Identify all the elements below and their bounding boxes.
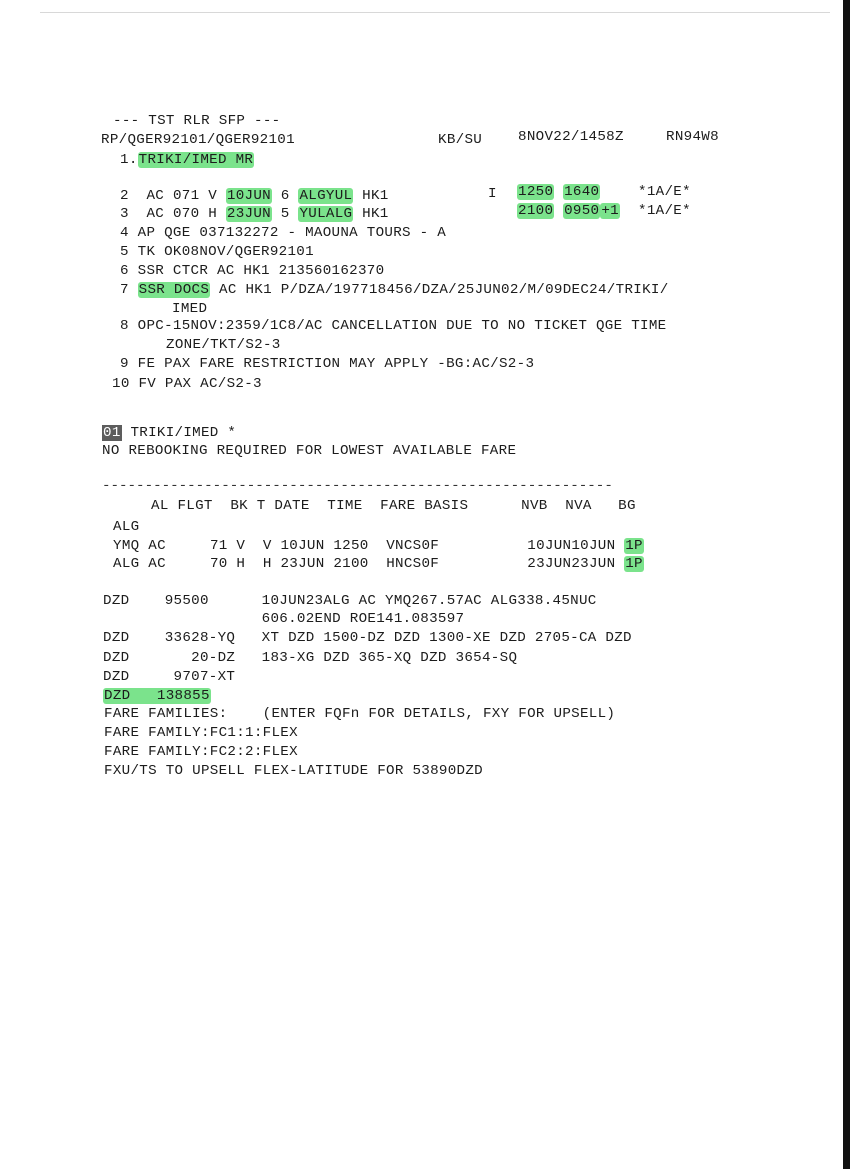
segment-arrival: 0950 [564, 203, 600, 219]
upsell-line: FXU/TS TO UPSELL FLEX-LATITUDE FOR 53890DZD [104, 763, 483, 779]
segment-status: HK1 [362, 206, 389, 222]
segment-city-pair: YULALG [299, 206, 353, 222]
fare-calc-line: DZD 20-DZ 183-XG DZD 365-XQ DZD 3654-SQ [103, 650, 518, 666]
passenger-name: TRIKI/IMED MR [138, 152, 254, 168]
segment-class: V [208, 188, 218, 204]
segment-arrival: 1640 [564, 184, 600, 200]
fare-pax-number: 01 [103, 425, 121, 441]
fare-pax-line [102, 424, 236, 442]
fare-table-origin: ALG [113, 519, 140, 535]
segment-day: 6 [280, 188, 290, 204]
agent-sign: KB/SU [438, 132, 483, 148]
fare-calc-line: DZD 33628-YQ XT DZD 1500-DZ DZD 1300-XE DZD 2705-CA DZD [103, 630, 632, 646]
fare-total-amount: DZD 138855 [104, 688, 210, 704]
segment-times [517, 183, 600, 201]
passenger-line [120, 151, 254, 169]
segment-departure: 2100 [518, 203, 554, 219]
element-ap: 4 AP QGE 037132272 - MAOUNA TOURS - A [120, 225, 447, 241]
segment-airline: AC [146, 206, 165, 222]
segment-departure: 1250 [518, 184, 554, 200]
fare-calc-line: DZD 95500 10JUN23ALG AC YMQ267.57AC ALG338.45NUC [103, 593, 597, 609]
segment-number: 3 [120, 206, 129, 222]
rebooking-note: NO REBOOKING REQUIRED FOR LOWEST AVAILABLE FARE [102, 443, 517, 459]
fare-table-row [113, 555, 644, 573]
segment-city-pair: ALGYUL [299, 188, 353, 204]
segment-number: 2 [120, 188, 129, 204]
baggage-allowance: 1P [625, 556, 643, 572]
element-fe: 9 FE PAX FARE RESTRICTION MAY APPLY -BG:AC/S2-3 [120, 356, 535, 372]
segment-status: HK1 [362, 188, 389, 204]
segment-arrival-suffix: +1 [601, 203, 619, 219]
fare-table-header: AL FLGT BK T DATE TIME FARE BASIS NVB NVA BG [151, 498, 636, 514]
ssr-docs-code: SSR DOCS [138, 282, 210, 298]
element-ssr-docs-cont: IMED [172, 301, 208, 317]
separator-line: ------------------------------------------------------------ [102, 478, 613, 494]
element-opc-cont: ZONE/TKT/S2-3 [166, 337, 281, 353]
element-tk: 5 TK OK08NOV/QGER92101 [120, 244, 314, 260]
fare-total [103, 687, 211, 705]
baggage-allowance: 1P [625, 538, 643, 554]
element-number: 7 [120, 282, 129, 298]
segment-class: H [208, 206, 218, 222]
record-locator: RN94W8 [666, 129, 719, 145]
record-line: RP/QGER92101/QGER92101 [101, 132, 295, 148]
fare-family-line: FARE FAMILY:FC2:2:FLEX [104, 744, 298, 760]
segment-ref: *1A/E* [638, 184, 691, 200]
segment-flight: 071 [172, 188, 200, 204]
element-fv: 10 FV PAX AC/S2-3 [112, 376, 262, 392]
segment-indicator: I [488, 186, 497, 202]
ssr-docs-detail: AC HK1 P/DZA/197718456/DZA/25JUN02/M/09DEC24/TRIKI/ [219, 282, 669, 298]
element-opc: 8 OPC-15NOV:2359/1C8/AC CANCELLATION DUE TO NO TICKET QGE TIME [120, 318, 667, 334]
fare-row-text: YMQ AC 71 V V 10JUN 1250 VNCS0F 10JUN10JUN [113, 538, 616, 554]
segment-row [120, 205, 389, 223]
fare-table-row [113, 537, 644, 555]
segment-date: 23JUN [226, 206, 271, 222]
creation-datetime: 8NOV22/1458Z [518, 129, 624, 145]
segment-ref: *1A/E* [638, 203, 691, 219]
fare-families-line: FARE FAMILIES: (ENTER FQFn FOR DETAILS, FXY FOR UPSELL) [104, 706, 616, 722]
element-ssr-ctcr: 6 SSR CTCR AC HK1 213560162370 [120, 263, 385, 279]
tst-title: --- TST RLR SFP --- [113, 113, 281, 129]
segment-day: 5 [280, 206, 290, 222]
fare-calc-line: DZD 9707-XT [103, 669, 236, 685]
segment-times [517, 202, 620, 220]
fare-row-text: ALG AC 70 H H 23JUN 2100 HNCS0F 23JUN23JUN [113, 556, 616, 572]
segment-airline: AC [146, 188, 165, 204]
fare-pax-name: TRIKI/IMED * [130, 425, 237, 441]
passenger-number: 1. [120, 152, 138, 168]
element-ssr-docs [120, 281, 669, 299]
fare-family-line: FARE FAMILY:FC1:1:FLEX [104, 725, 298, 741]
segment-flight: 070 [172, 206, 200, 222]
segment-row [120, 187, 389, 205]
segment-date: 10JUN [226, 188, 271, 204]
fare-calc-line: 606.02END ROE141.083597 [103, 611, 465, 627]
